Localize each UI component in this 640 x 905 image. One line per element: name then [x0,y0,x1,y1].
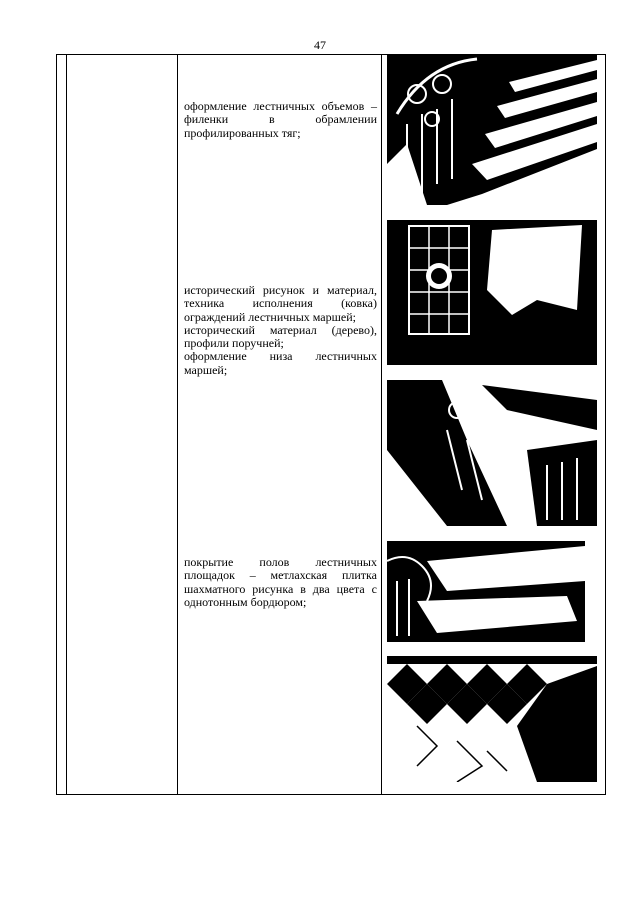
requirement-text: исторический материал (дерево), профили поручней; [184,322,377,351]
column-divider [177,55,178,794]
table-cell-text [184,556,377,609]
table-cell-text [184,284,377,377]
wrought-iron-railing-photo [387,380,597,526]
stair-landing-photo [387,541,585,642]
table-cell-text [184,100,377,140]
requirement-text: оформление низа лестничных маршей; [184,349,377,377]
requirement-text: исторический рисунок и материал, техника исполнения (ковка) ограждений лестничных маршей; [184,283,377,324]
requirement-text: покрытие полов лестничных площадок – метлахская плитка шахматного рисунка в два цвета с однотонным бордюром; [184,555,377,609]
page-number: 47 [314,38,326,52]
requirement-text: оформление лестничных объемов – филенки в обрамлении профилированных тяг; [184,99,377,140]
checkered-tile-floor-photo [387,656,597,782]
stained-glass-window-photo [387,220,597,365]
column-divider [381,55,382,794]
column-divider [66,55,67,794]
staircase-railing-photo [387,54,597,205]
